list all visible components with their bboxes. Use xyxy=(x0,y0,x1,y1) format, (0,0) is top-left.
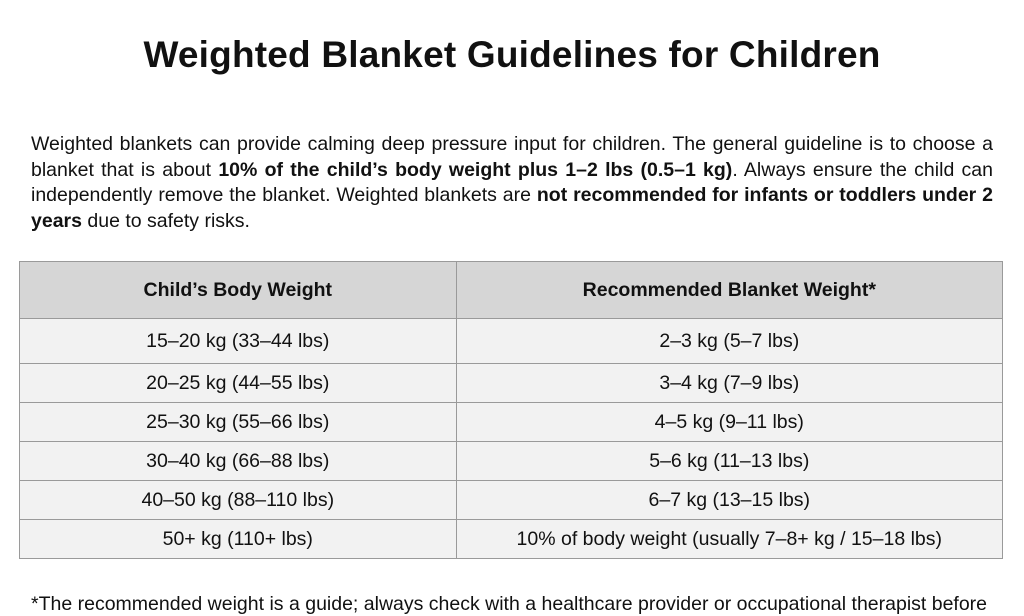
table-header-row xyxy=(20,262,1003,319)
intro-paragraph xyxy=(31,132,993,234)
cell-blanket-weight: 10% of body weight (usually 7–8+ kg / 15–18 lbs) xyxy=(456,520,1002,559)
cell-body-weight: 20–25 kg (44–55 lbs) xyxy=(20,364,457,403)
header-child-body-weight: Child’s Body Weight xyxy=(20,262,457,319)
cell-blanket-weight: 2–3 kg (5–7 lbs) xyxy=(456,319,1002,364)
cell-body-weight: 50+ kg (110+ lbs) xyxy=(20,520,457,559)
table-row xyxy=(20,520,1003,559)
cell-blanket-weight: 5–6 kg (11–13 lbs) xyxy=(456,442,1002,481)
blanket-weight-table xyxy=(19,261,1003,559)
intro-bold-warning: not recommended for infants or toddlers under 2 years xyxy=(31,184,993,232)
cell-blanket-weight: 3–4 kg (7–9 lbs) xyxy=(456,364,1002,403)
page-title: Weighted Blanket Guidelines for Children xyxy=(143,34,881,75)
cell-body-weight: 25–30 kg (55–66 lbs) xyxy=(20,403,457,442)
intro-text-2: . Always ensure the child can independently remove the blanket. Weighted blankets are xyxy=(31,158,993,206)
table-row xyxy=(20,364,1003,403)
cell-body-weight: 30–40 kg (66–88 lbs) xyxy=(20,442,457,481)
cell-body-weight: 40–50 kg (88–110 lbs) xyxy=(20,481,457,520)
table-row xyxy=(20,481,1003,520)
cell-blanket-weight: 6–7 kg (13–15 lbs) xyxy=(456,481,1002,520)
header-recommended-blanket-weight: Recommended Blanket Weight* xyxy=(456,262,1002,319)
intro-text-3: due to safety risks. xyxy=(81,209,250,232)
footnote: *The recommended weight is a guide; always check with a healthcare provider or occupational therapist before xyxy=(31,593,988,615)
cell-blanket-weight: 4–5 kg (9–11 lbs) xyxy=(456,403,1002,442)
intro-bold-guideline: 10% of the child’s body weight plus 1–2 lbs (0.5–1 kg) xyxy=(218,158,733,181)
table-row xyxy=(20,403,1003,442)
table-row xyxy=(20,442,1003,481)
intro-text-1: Weighted blankets can provide calming deep pressure input for children. The general guideline is to choose a blanket that is about xyxy=(31,133,993,181)
cell-body-weight: 15–20 kg (33–44 lbs) xyxy=(20,319,457,364)
table-row xyxy=(20,319,1003,364)
